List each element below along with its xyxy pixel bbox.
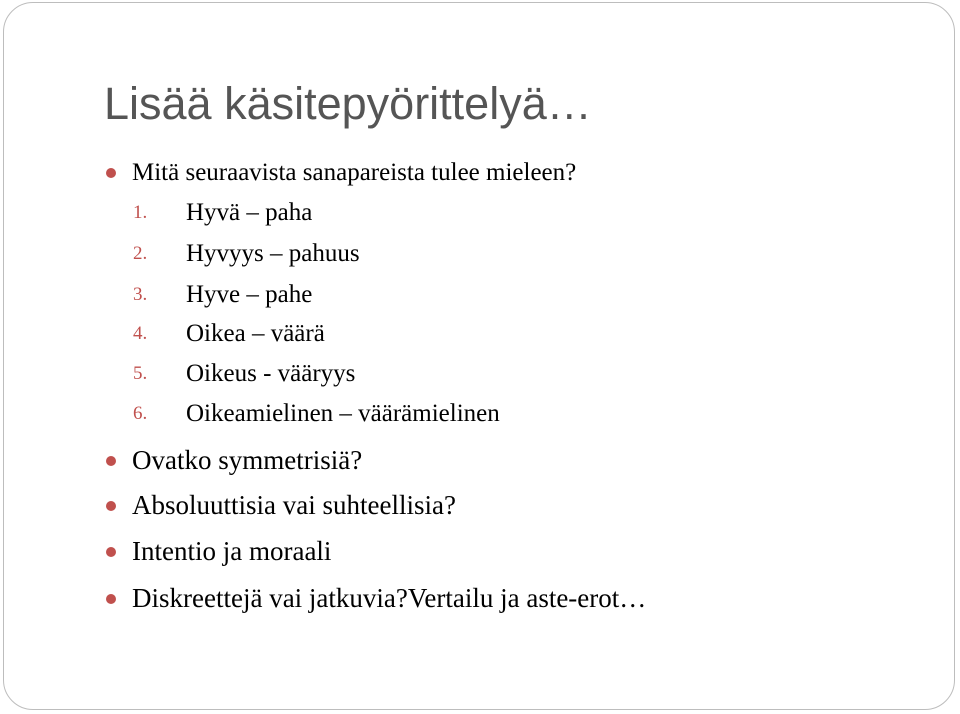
item-text: Hyvä – paha (186, 199, 313, 226)
item-number: 2. (133, 243, 148, 264)
item-number: 3. (133, 284, 148, 305)
item-text: Oikeus - vääryys (186, 360, 356, 387)
item-text: Oikeamielinen – väärämielinen (186, 400, 500, 427)
bullet-text: Diskreettejä vai jatkuvia?Vertailu ja aste-erot… (132, 583, 647, 613)
item-text: Hyve – pahe (186, 281, 313, 308)
bullet-text: Ovatko symmetrisiä? (132, 445, 363, 475)
item-text: Hyvyys – pahuus (186, 240, 360, 267)
item-text: Oikea – väärä (186, 320, 325, 347)
item-number: 5. (133, 363, 148, 384)
bullet-dot-icon (106, 594, 116, 604)
bullet-text: Intentio ja moraali (132, 536, 332, 566)
item-number: 6. (133, 403, 148, 424)
bullet-dot-icon (106, 547, 116, 557)
bullet-text: Mitä seuraavista sanapareista tulee mieleen? (132, 159, 577, 186)
bullet-dot-icon (106, 168, 116, 178)
slide-title: Lisää käsitepyörittelyä… (104, 78, 592, 129)
bullet-dot-icon (106, 501, 116, 511)
bullet-dot-icon (106, 456, 116, 466)
item-number: 1. (133, 202, 148, 223)
item-number: 4. (133, 323, 148, 344)
bullet-text: Absoluuttisia vai suhteellisia? (132, 490, 456, 520)
